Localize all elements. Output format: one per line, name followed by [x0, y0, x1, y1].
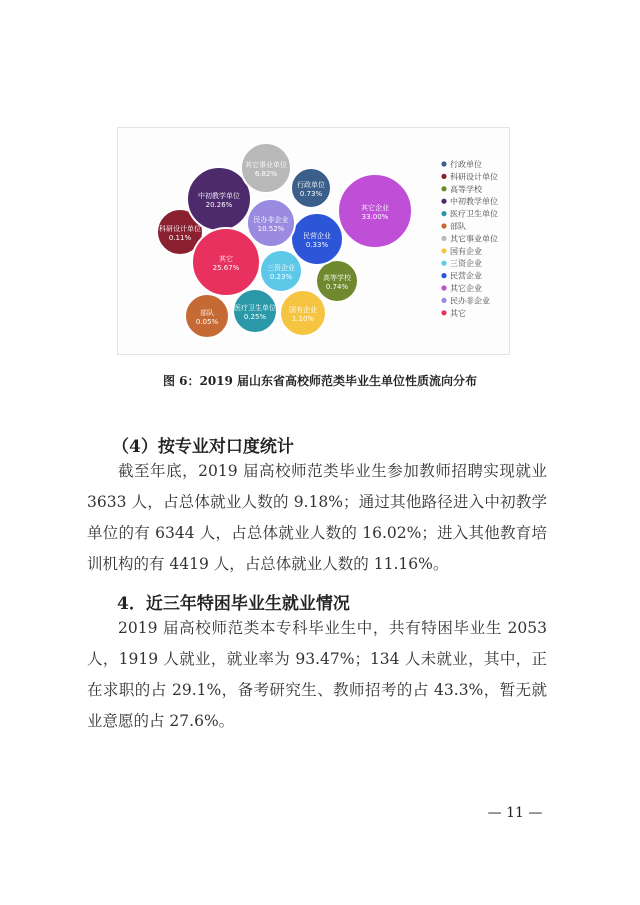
legend-marker [441, 211, 446, 216]
bubble-label: 中初教学单位 [198, 192, 240, 200]
legend-item-10 [441, 283, 482, 293]
bubble-value: 33.00% [361, 213, 389, 221]
legend-item-8 [441, 258, 482, 268]
bubble-value: 0.25% [243, 313, 267, 321]
section-heading: （4）按专业对口度统计 [112, 437, 294, 457]
bubble-label: 其它事业单位 [245, 161, 287, 169]
legend-item-7 [441, 246, 482, 256]
bubble-11 [247, 199, 295, 247]
legend-marker [441, 223, 446, 228]
bubble-value: 0.33% [305, 241, 329, 249]
bubble-label: 行政单位 [297, 181, 325, 189]
legend-label: 科研设计单位 [450, 172, 498, 182]
bubble-value: 0.23% [269, 273, 293, 281]
bubble-6 [241, 143, 291, 193]
paragraph-poor-graduates: 2019 届高校师范类本专科毕业生中，共有特困毕业生 2053 人，1919 人就业，就业率为 93.47%；134 人未就业，其中，正在求职的占 29.1%，备考研究生、教师招考的占 43.3%，暂无就业意愿的占 27.6%。 [87, 619, 547, 730]
bubble-label: 国有企业 [289, 306, 317, 314]
legend-marker [441, 161, 446, 166]
legend-label: 行政单位 [450, 160, 482, 169]
legend-label: 民营企业 [450, 271, 482, 281]
legend-item-9 [441, 271, 482, 281]
legend-marker [441, 186, 446, 191]
legend-label: 其它 [450, 308, 466, 318]
bubble-value: 0.73% [299, 190, 323, 198]
bubble-value: 25.67% [212, 264, 240, 272]
legend-label: 部队 [450, 222, 466, 231]
legend-item-0 [441, 159, 482, 169]
bubble-value: 20.26% [205, 201, 233, 209]
bubble-7 [280, 290, 326, 336]
bubble-label: 高等学校 [323, 274, 351, 282]
bubble-3 [187, 167, 251, 231]
legend-marker [441, 298, 446, 303]
legend-item-12 [441, 308, 466, 318]
legend-item-5 [441, 221, 466, 231]
bubble-chart [117, 127, 510, 355]
bubble-value: 0.74% [325, 283, 349, 291]
bubble-9 [291, 213, 343, 265]
legend-marker [441, 248, 446, 253]
legend-item-3 [441, 196, 498, 206]
bubble-value: 10.52% [257, 225, 285, 233]
legend-marker [441, 285, 446, 290]
bubble-4 [233, 289, 277, 333]
legend-label: 国有企业 [450, 246, 482, 256]
legend-label: 医疗卫生单位 [450, 209, 498, 219]
bubble-label: 其它 [219, 255, 233, 263]
bubble-8 [260, 250, 302, 292]
bubble-label: 民营企业 [303, 232, 331, 240]
bubble-label: 三资企业 [267, 264, 295, 272]
bubble-5 [185, 294, 229, 338]
bubble-2 [316, 260, 358, 302]
section-heading-2: 4．近三年特困毕业生就业情况 [117, 594, 350, 614]
legend-marker [441, 174, 446, 179]
legend-marker [441, 310, 446, 315]
legend-item-6 [441, 233, 498, 243]
bubble-12 [192, 228, 260, 296]
bubble-chart-svg [118, 128, 511, 356]
legend-marker [441, 199, 446, 204]
legend-item-2 [441, 184, 483, 194]
bubble-group [157, 143, 412, 338]
legend-item-1 [441, 171, 498, 181]
legend-label: 中初教学单位 [450, 197, 498, 207]
legend-label: 三资企业 [450, 259, 482, 269]
legend-label: 其它企业 [450, 284, 482, 293]
legend-marker [441, 261, 446, 266]
chart-legend [441, 159, 498, 318]
bubble-value: 1.10% [291, 315, 315, 323]
bubble-value: 0.05% [195, 318, 219, 326]
legend-label: 其它事业单位 [450, 234, 498, 244]
bubble-label: 民办非企业 [253, 216, 289, 224]
page-number: — 11 — [487, 805, 543, 821]
legend-marker [441, 273, 446, 278]
bubble-label: 其它企业 [361, 204, 389, 212]
bubble-label: 医疗卫生单位 [234, 304, 276, 312]
bubble-label: 部队 [200, 309, 214, 317]
legend-marker [441, 236, 446, 241]
bubble-value: 6.82% [254, 170, 278, 178]
bubble-label: 科研设计单位 [159, 225, 201, 233]
bubble-value: 0.11% [168, 234, 192, 242]
legend-label: 民办非企业 [450, 296, 490, 306]
bubble-10 [338, 174, 412, 248]
figure-caption: 图 6：2019 届山东省高校师范类毕业生单位性质流向分布 [162, 374, 478, 388]
legend-label: 高等学校 [450, 184, 482, 194]
paragraph-major-match: 截至年底，2019 届高校师范类毕业生参加教师招聘实现就业 3633 人，占总体就业人数的 9.18%；通过其他路径进入中初教学单位的有 6344 人，占总体就业人数的 16.02%；进入其他教育培训机构的有 4419 人，占总体就业人数的 11.16%。 [87, 462, 547, 573]
legend-item-4 [441, 209, 498, 219]
legend-item-11 [441, 295, 490, 305]
bubble-0 [291, 168, 331, 208]
